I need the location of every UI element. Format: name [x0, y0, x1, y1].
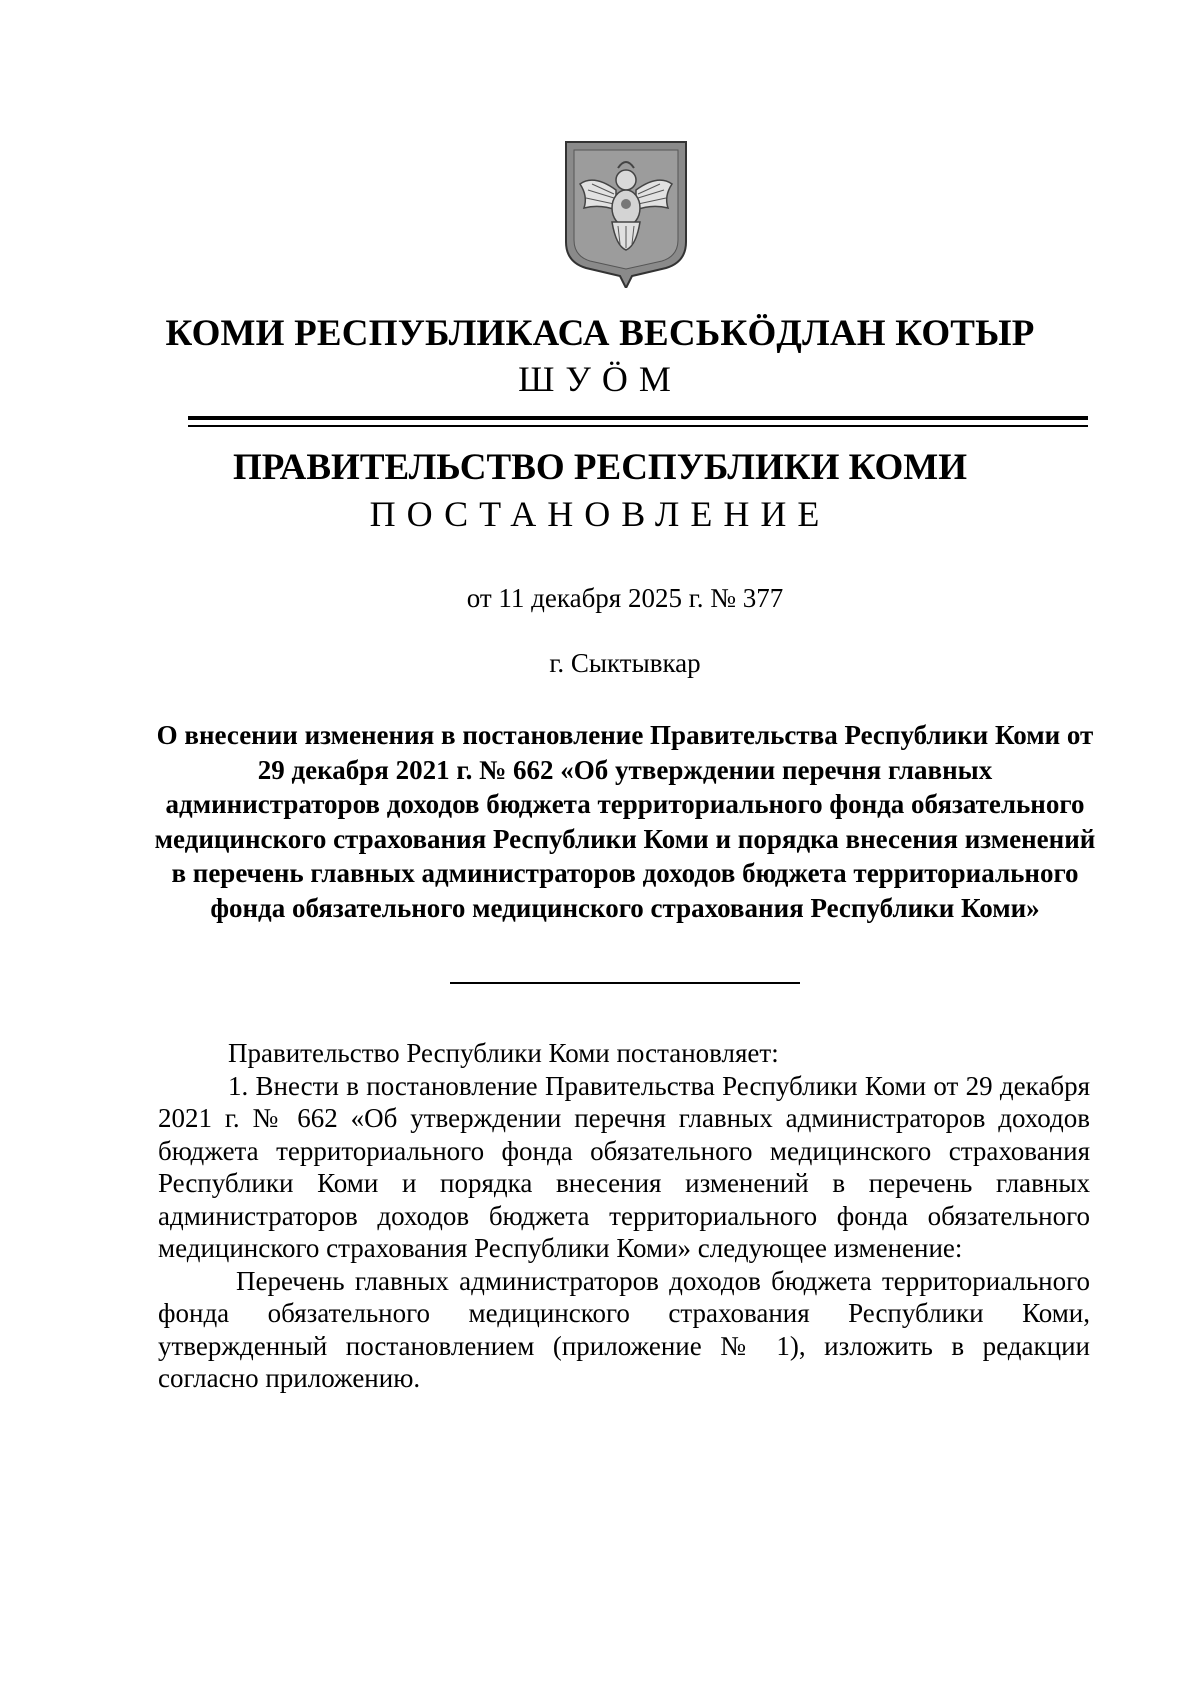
government-title: ПРАВИТЕЛЬСТВО РЕСПУБЛИКИ КОМИ: [233, 447, 967, 488]
komi-government-title: КОМИ РЕСПУБЛИКАСА ВЕСЬКӦДЛАН КОТЫР: [165, 313, 1035, 354]
decree-label: ПОСТАНОВЛЕНИЕ: [369, 494, 831, 534]
header-divider-thick: [188, 416, 1088, 420]
body-paragraph-item-1: 1. Внести в постановление Правительства Республики Коми от 29 декабря 2021 г. № 662 «Об утверждении перечня главных администраторов доходов бюджета территориального фонда обязательного медицинского страхования Республики Коми и порядка внесения изменений в перечень главных администраторов доходов бюджета территориального фонда обязательного медицинского страхования Республики Коми» следующее изменение:: [158, 1070, 1090, 1263]
coat-of-arms-icon: [560, 138, 692, 288]
decree-body: [158, 1037, 1090, 1395]
header-divider-thin: [188, 425, 1088, 427]
body-paragraph-intro: Правительство Республики Коми постановляет:: [228, 1038, 779, 1068]
decree-heading: О внесении изменения в постановление Правительства Республики Коми от 29 декабря 2021 г. № 662 «Об утверждении перечня главных администраторов доходов бюджета территориального фонда обязательного медицинского страхования Республики Коми и порядка внесения изменений в перечень главных администраторов доходов бюджета территориального фонда обязательного медицинского страхования Республики Коми»: [154, 720, 1096, 923]
decree-date-number: от 11 декабря 2025 г. № 377: [466, 583, 784, 613]
komi-decree-label: ШУӦМ: [518, 359, 682, 399]
heading-underline: [450, 982, 800, 984]
decree-city: г. Сыктывкар: [549, 648, 701, 678]
body-paragraph-amendment: Перечень главных администраторов доходов бюджета территориального фонда обязательного медицинского страхования Республики Коми, утвержденный постановлением (приложение № 1), изложить в редакции согласно приложению.: [158, 1265, 1090, 1393]
